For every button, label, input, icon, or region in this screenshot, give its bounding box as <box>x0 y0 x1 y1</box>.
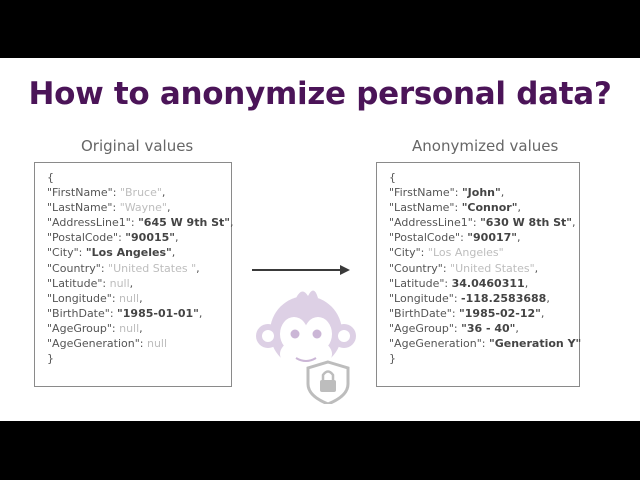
json-line <box>47 336 231 351</box>
json-key: "AddressLine1": <box>47 216 139 230</box>
json-separator: , <box>198 306 203 320</box>
json-separator: , <box>534 261 539 275</box>
json-value: "645 W 9th St" <box>138 216 231 230</box>
json-key: "Country": <box>47 261 109 275</box>
json-key: "AgeGroup": <box>47 321 120 335</box>
json-value: "630 W 8th St" <box>480 216 573 230</box>
json-separator: , <box>546 291 550 305</box>
json-line <box>389 230 579 245</box>
json-key: "Longitude": <box>47 291 120 305</box>
json-line <box>389 276 579 291</box>
json-key: "City": <box>47 246 86 260</box>
json-line <box>47 291 231 306</box>
json-separator: , <box>161 186 166 200</box>
slide <box>0 58 640 421</box>
json-key: "Latitude": <box>389 276 452 290</box>
json-line <box>47 200 231 215</box>
json-key: "Country": <box>389 261 451 275</box>
json-separator: , <box>139 321 143 335</box>
json-line <box>47 230 231 245</box>
json-separator: , <box>540 306 545 320</box>
anonymized-close-brace: } <box>389 352 396 366</box>
json-key: "Latitude": <box>47 276 110 290</box>
original-open-brace: { <box>47 171 54 184</box>
json-line <box>47 185 231 200</box>
anonymized-values-label: Anonymized values <box>412 137 559 155</box>
json-separator: , <box>230 216 234 230</box>
json-value: "Wayne" <box>119 201 167 215</box>
right-arrow-icon <box>252 263 352 277</box>
json-value: "1985-01-01" <box>117 306 199 320</box>
json-value: 34.0460311 <box>451 276 525 290</box>
json-separator: , <box>166 201 171 215</box>
json-line <box>389 245 579 260</box>
json-value: "90017" <box>467 231 518 245</box>
json-separator: , <box>517 201 521 215</box>
json-separator: , <box>139 291 143 305</box>
json-separator: , <box>171 246 176 260</box>
json-line <box>389 291 579 306</box>
original-lines <box>47 185 234 351</box>
json-key: "PostalCode": <box>389 231 468 245</box>
json-value: null <box>146 337 168 351</box>
original-values-label: Original values <box>81 137 194 155</box>
json-line <box>389 185 579 200</box>
json-separator: , <box>524 276 529 290</box>
json-key: "LastName": <box>389 201 462 215</box>
json-value: "Los Angeles" <box>85 246 172 260</box>
json-value: "John" <box>461 186 501 200</box>
json-line <box>389 261 579 276</box>
json-key: "BirthDate": <box>47 306 118 320</box>
json-value: "Bruce" <box>119 186 162 200</box>
json-key: "AgeGroup": <box>389 321 462 335</box>
json-separator: , <box>515 321 519 335</box>
original-close-brace: } <box>47 352 54 366</box>
anonymized-lines <box>389 185 582 351</box>
json-line <box>47 261 231 276</box>
json-line <box>47 321 231 336</box>
json-line <box>389 215 579 230</box>
json-key: "AgeGeneration": <box>389 337 489 351</box>
json-value: "36 - 40" <box>461 321 516 335</box>
json-key: "BirthDate": <box>389 306 460 320</box>
json-separator: , <box>129 276 134 290</box>
json-line <box>389 306 579 321</box>
json-key: "AgeGeneration": <box>47 337 147 351</box>
json-separator: , <box>500 186 505 200</box>
page-title: How to anonymize personal data? <box>28 76 612 112</box>
json-separator: , <box>196 261 200 275</box>
json-value: null <box>119 291 140 305</box>
json-value: "Los Angeles" <box>427 246 504 260</box>
shield-lock-icon <box>308 362 348 404</box>
json-line <box>47 245 231 260</box>
json-value: "United States" <box>450 261 535 275</box>
json-key: "FirstName": <box>389 186 462 200</box>
json-line <box>389 200 579 215</box>
json-key: "City": <box>389 246 428 260</box>
json-value: -118.2583688 <box>461 291 547 305</box>
json-value: "United States " <box>108 261 197 275</box>
json-value: null <box>119 321 140 335</box>
json-line <box>47 276 231 291</box>
json-separator: , <box>517 231 521 245</box>
json-line <box>47 306 231 321</box>
anonymized-open-brace: { <box>389 171 396 184</box>
monkey-mascot-icon <box>256 284 356 404</box>
json-value: "Generation Y" <box>488 337 582 351</box>
original-values-box <box>34 162 232 387</box>
json-key: "Longitude": <box>389 291 462 305</box>
anonymized-values-box <box>376 162 580 387</box>
json-separator: , <box>175 231 179 245</box>
json-value: "90015" <box>125 231 176 245</box>
json-value: null <box>109 276 130 290</box>
json-key: "PostalCode": <box>47 231 126 245</box>
json-key: "AddressLine1": <box>389 216 481 230</box>
json-key: "LastName": <box>47 201 120 215</box>
json-value: "1985-02-12" <box>459 306 541 320</box>
json-line <box>389 321 579 336</box>
json-separator: , <box>572 216 576 230</box>
json-key: "FirstName": <box>47 186 120 200</box>
json-line <box>47 215 234 230</box>
json-line <box>389 336 582 351</box>
json-value: "Connor" <box>461 201 518 215</box>
